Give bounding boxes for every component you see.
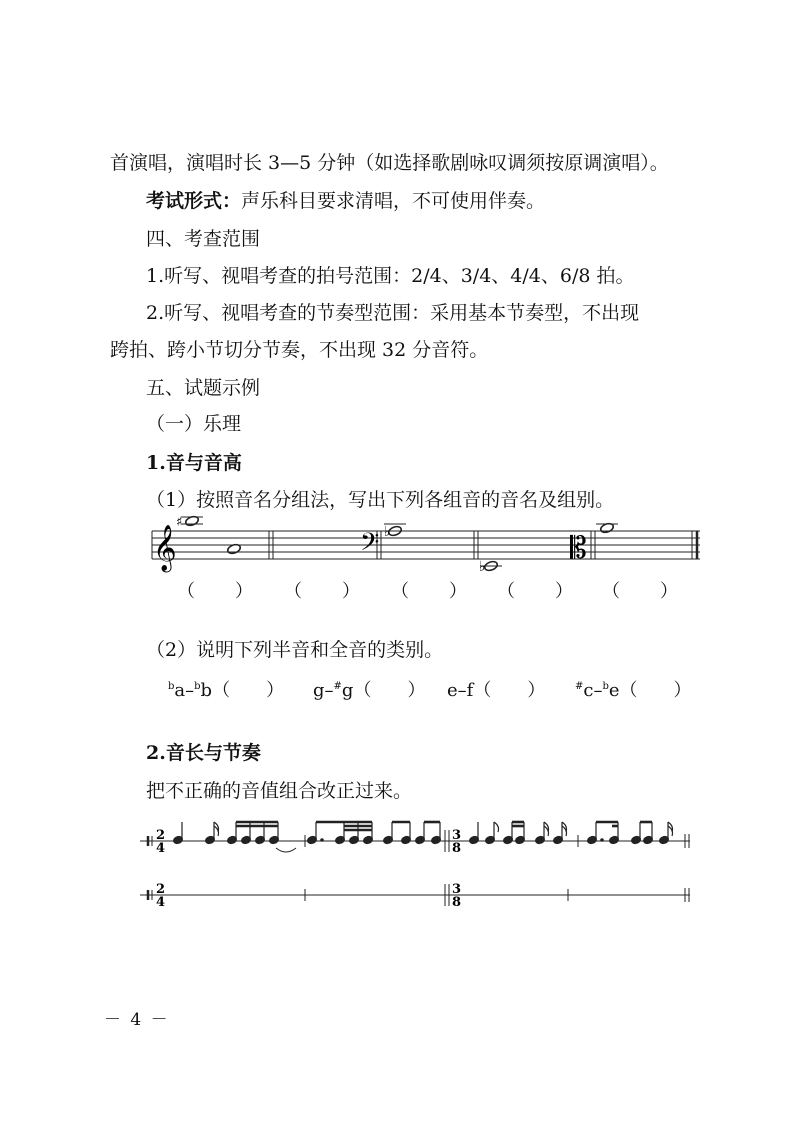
note-name: f（ ） [466, 680, 546, 701]
time-signature-numerator: 3 [452, 828, 462, 843]
sharp-icon: ♯ [176, 515, 183, 530]
list-item-continuation: 跨拍、跨小节切分节奏，不出现 32 分音符。 [110, 339, 489, 361]
note-name: c– [583, 680, 603, 701]
time-signature-denominator: 4 [156, 895, 166, 910]
topic-heading: 2.音长与节奏 [146, 742, 261, 764]
note-name: e（ ） [608, 680, 692, 701]
time-signature-numerator: 2 [156, 828, 166, 843]
note-name: a– [174, 680, 195, 701]
blank-open: （ [177, 581, 195, 602]
note-name: b（ ） [200, 680, 285, 701]
exam-format-label: 考试形式： [146, 190, 242, 212]
bass-clef-icon: 𝄢 [360, 528, 380, 563]
subsection-heading: （一）乐理 [146, 413, 242, 435]
accidental: # [575, 681, 584, 692]
accidental: b [168, 681, 175, 692]
accidental: b [602, 681, 609, 692]
time-signature-denominator: 4 [156, 841, 166, 856]
rhythm-line-2 [140, 884, 690, 906]
note-name: g（ ） [341, 680, 426, 701]
alto-clef-icon: 𝄡 [570, 531, 587, 566]
blank-close: ） [555, 581, 573, 602]
treble-clef-icon: 𝄞 [153, 525, 177, 571]
accidental: # [333, 681, 342, 692]
page-number: － 4 － [104, 1010, 170, 1030]
time-signature-denominator: 8 [452, 895, 462, 910]
rhythm-line-1 [140, 830, 690, 852]
flat-icon: ♭ [479, 559, 486, 575]
list-item: 1.听写、视唱考查的拍号范围：2/4、3/4、4/4、6/8 拍。 [146, 265, 635, 287]
blank-open: （ [497, 581, 515, 602]
time-signature-numerator: 2 [156, 882, 166, 897]
note-name: g– [313, 680, 334, 701]
blank-open: （ [602, 581, 620, 602]
blank-close: ） [660, 581, 678, 602]
question-text: （1）按照音名分组法，写出下列各组音的音名及组别。 [146, 489, 615, 511]
question-text: 把不正确的音值组合改正过来。 [146, 780, 413, 802]
accidental: b [194, 681, 201, 692]
topic-heading: 1.音与音高 [146, 452, 242, 474]
time-signature-denominator: 8 [452, 841, 462, 856]
note-name: e– [447, 680, 467, 701]
section-heading: 五、试题示例 [146, 377, 261, 399]
list-item: 2.听写、视唱考查的节奏型范围：采用基本节奏型，不出现 [146, 302, 640, 324]
rhythm-notes [173, 822, 673, 852]
question-text: （2）说明下列半音和全音的类别。 [146, 639, 444, 661]
flat-icon: ♭ [384, 524, 391, 540]
time-signature-numerator: 3 [452, 882, 462, 897]
paragraph-line: 首演唱，演唱时长 3—5 分钟（如选择歌剧咏叹调须按原调演唱）。 [110, 152, 669, 174]
blank-open: （ [284, 581, 302, 602]
blank-close: ） [342, 581, 360, 602]
time-signatures [156, 882, 461, 910]
blank-close: ） [235, 581, 253, 602]
blank-close: ） [449, 581, 467, 602]
exam-format-text: 声乐科目要求清唱，不可使用伴奏。 [241, 190, 546, 212]
section-heading: 四、考查范围 [146, 228, 261, 250]
blank-open: （ [391, 581, 409, 602]
